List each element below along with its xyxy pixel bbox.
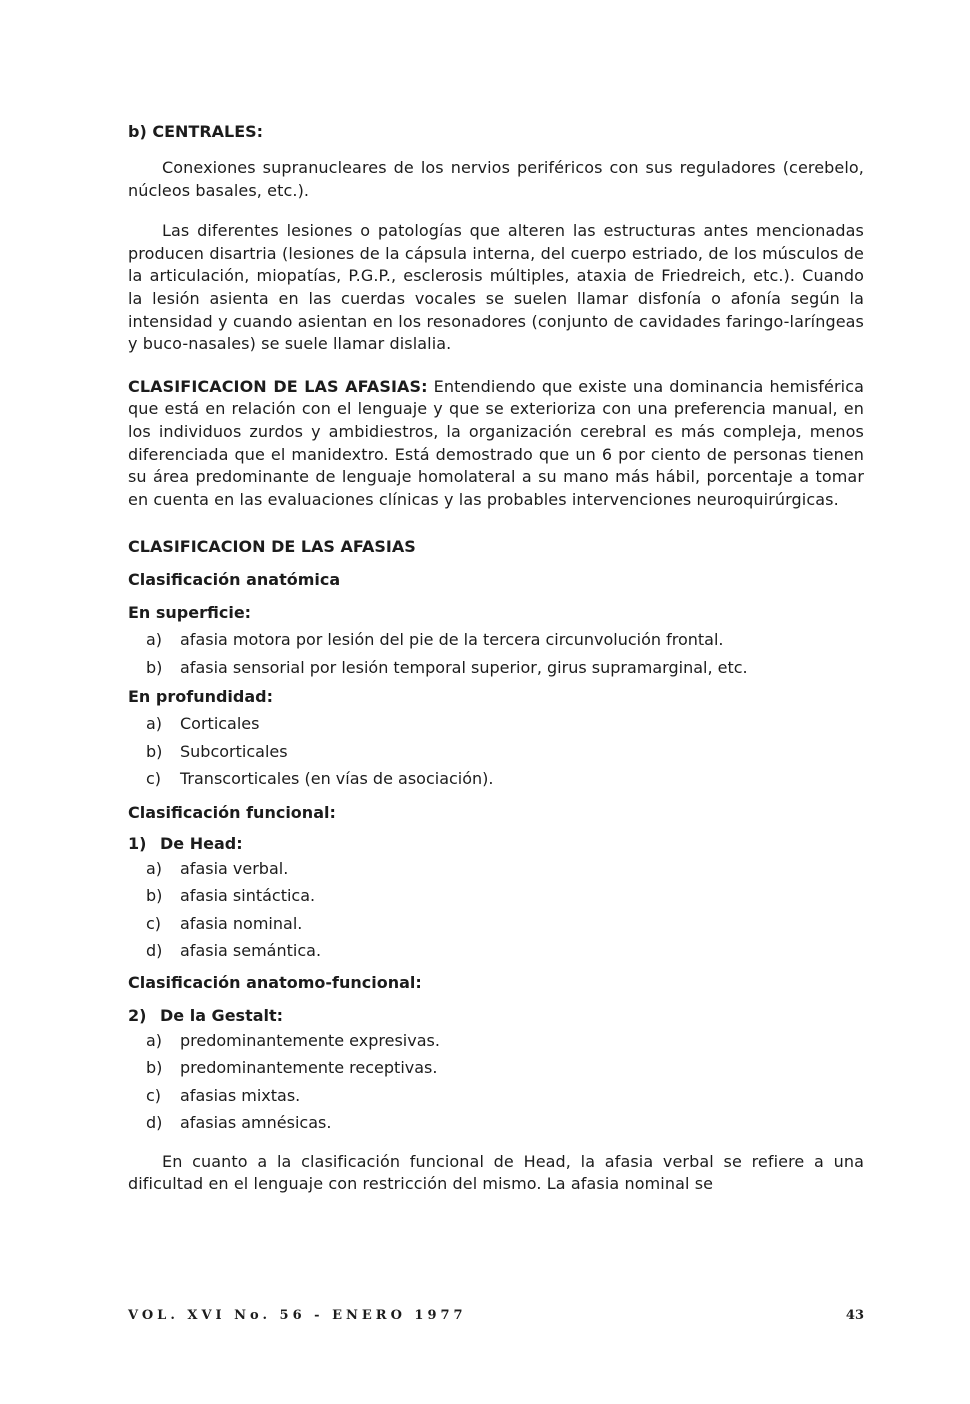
list-text: afasia semántica. — [180, 941, 322, 961]
list-superficie — [128, 626, 864, 681]
list-item — [146, 1082, 864, 1110]
paragraph-lead-heading: CLASIFICACION DE LAS AFASIAS: — [128, 376, 428, 396]
list-text: afasia verbal. — [180, 858, 289, 878]
list-text: afasias mixtas. — [180, 1085, 301, 1105]
list-item — [146, 765, 864, 793]
list-item — [146, 937, 864, 965]
page-content — [128, 122, 864, 1196]
list-item — [146, 855, 864, 883]
list-text: Corticales — [180, 714, 260, 734]
list-marker: a) — [146, 1030, 163, 1050]
number-marker: 1) — [128, 833, 147, 853]
paragraph-closing: En cuanto a la clasificación funcional de Head, la afasia verbal se refiere a una dificultad en el lenguaje con restricción del mismo. La afasia nominal se — [128, 1151, 864, 1194]
page-number: 43 — [845, 1308, 864, 1323]
list-marker: c) — [146, 1085, 162, 1105]
subheading-gestalt — [128, 1006, 864, 1025]
subheading-anatomica: Clasificación anatómica — [128, 570, 341, 590]
paragraph-clasificacion-intro — [128, 376, 864, 512]
list-marker: d) — [146, 1113, 163, 1133]
subheading-gestalt-label: De la Gestalt: — [160, 1005, 284, 1025]
list-text: afasia motora por lesión del pie de la tercera circunvolución frontal. — [180, 630, 724, 650]
subheading-superficie: En superficie: — [128, 603, 252, 623]
list-text: predominantemente receptivas. — [180, 1058, 438, 1078]
section-heading-centrales: b) CENTRALES: — [128, 122, 264, 141]
subheading-anatomo-funcional: Clasificación anatomo-funcional: — [128, 972, 422, 992]
number-marker: 2) — [128, 1005, 147, 1025]
list-item — [146, 654, 864, 682]
list-marker: c) — [146, 913, 162, 933]
journal-issue: VOL. XVI No. 56 - ENERO 1977 — [128, 1308, 467, 1323]
subheading-funcional: Clasificación funcional: — [128, 802, 336, 822]
list-marker: a) — [146, 630, 163, 650]
list-item — [146, 882, 864, 910]
subheading-head-label: De Head: — [160, 833, 243, 853]
list-text: afasia sensorial por lesión temporal superior, girus supramarginal, etc. — [180, 657, 748, 677]
list-text: afasia nominal. — [180, 913, 303, 933]
list-item — [146, 626, 864, 654]
list-marker: b) — [146, 886, 163, 906]
list-text: Transcorticales (en vías de asociación). — [180, 769, 494, 789]
list-item — [146, 1027, 864, 1055]
list-text: afasia sintáctica. — [180, 886, 316, 906]
list-marker: a) — [146, 714, 163, 734]
list-text: predominantemente expresivas. — [180, 1030, 440, 1050]
subheading-profundidad: En profundidad: — [128, 687, 274, 707]
list-marker: a) — [146, 858, 163, 878]
page-footer — [128, 1308, 864, 1323]
list-gestalt — [128, 1027, 864, 1137]
paragraph-centrales-2: Las diferentes lesiones o patologías que alteren las estructuras antes mencionadas producen disartria (lesiones de la cápsula interna, del cuerpo estriado, de los músculos de la articulación, miopatías, P.G.P., esclerosis múltiples, ataxia de Friedreich, etc.). Cuando la lesión asienta en las cuerdas vocales se suelen llamar disfonía o afonía según la intensidad y cuando asientan en los resonadores (conjunto de cavidades faringo-laríngeas y buco-nasales) se suele llamar dislalia. — [128, 221, 864, 354]
list-marker: c) — [146, 769, 162, 789]
list-item — [146, 910, 864, 938]
list-item — [146, 738, 864, 766]
list-marker: b) — [146, 657, 163, 677]
list-profundidad — [128, 710, 864, 793]
list-text: Subcorticales — [180, 741, 288, 761]
list-marker: d) — [146, 941, 163, 961]
list-text: afasias amnésicas. — [180, 1113, 332, 1133]
section-heading-clasificacion: CLASIFICACION DE LAS AFASIAS — [128, 537, 416, 557]
list-head — [128, 855, 864, 965]
paragraph-body: Entendiendo que existe una dominancia hemisférica que está en relación con el lenguaje y que se exterioriza con una preferencia manual, en los individuos zurdos y ambidiestros, la organización cerebral es más compleja, menos diferenciada que el manidextro. Está demostrado que un 6 por ciento de personas tienen su área predominante de lenguaje homolateral a su mano más hábil, porcentaje a tomar en cuenta en las evaluaciones clínicas y las probables intervenciones neuroquirúrgicas. — [128, 376, 864, 509]
paragraph-centrales-1: Conexiones supranucleares de los nervios periféricos con sus reguladores (cerebelo, núcleos basales, etc.). — [128, 158, 864, 200]
subheading-head — [128, 834, 864, 853]
list-marker: b) — [146, 1058, 163, 1078]
list-item — [146, 1054, 864, 1082]
list-item — [146, 1109, 864, 1137]
list-item — [146, 710, 864, 738]
list-marker: b) — [146, 741, 163, 761]
